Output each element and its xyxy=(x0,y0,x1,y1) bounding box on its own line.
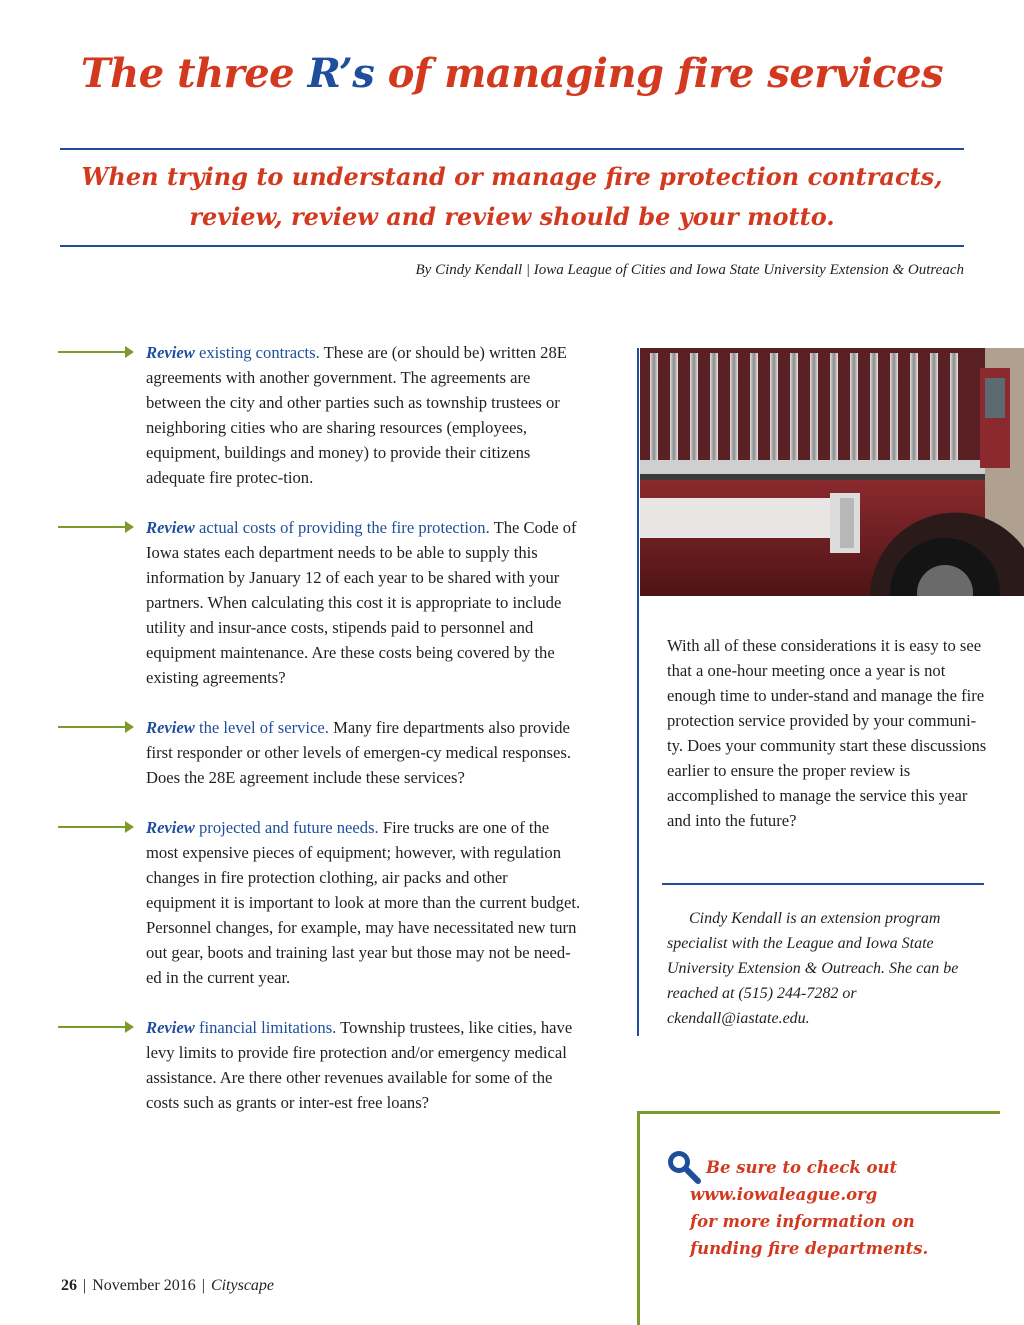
review-body: Many fire departments also provide first responder or other levels of emergen-cy medical responses. Does the 28E agreement include these services? xyxy=(146,718,571,787)
callout-line4: funding fire departments. xyxy=(690,1239,929,1258)
review-body: Township trustees, like cities, have levy limits to provide fire protection and/or emergency medical assistance. Are there other revenues available for some of the costs such as grants or inter-est free loans? xyxy=(146,1018,573,1112)
page-number: 26 xyxy=(61,1277,77,1294)
sidebar-body: With all of these considerations it is easy to see that a one-hour meeting once a year is not enough time to under-stand and manage the fire protection service provided by your communi-ty. Does your community start these discussions earlier to ensure the proper review is accomplished to manage the service this year and into the future? xyxy=(667,636,987,830)
callout-left-border xyxy=(637,1111,640,1325)
review-topic: the level of service. xyxy=(194,718,329,737)
sidebar-divider xyxy=(662,883,984,885)
review-keyword: Review xyxy=(146,818,195,837)
page-footer: 26 | November 2016 | Cityscape xyxy=(61,1277,275,1294)
arrow-right-icon xyxy=(58,726,132,728)
page-title xyxy=(0,50,1024,97)
callout-line3: for more information on xyxy=(690,1212,915,1231)
sidebar-left-rule xyxy=(637,348,639,1036)
byline: By Cindy Kendall | Iowa League of Cities and Iowa State University Extension & Outreach xyxy=(415,262,964,278)
review-item xyxy=(146,515,581,690)
subtitle-line1: When trying to understand or manage fire protection contracts, xyxy=(81,162,943,191)
fire-truck-photo xyxy=(640,348,1024,596)
arrow-right-icon xyxy=(58,526,132,528)
review-keyword: Review xyxy=(146,718,195,737)
issue-date: November 2016 xyxy=(92,1277,196,1294)
review-item xyxy=(146,340,581,490)
review-keyword: Review xyxy=(146,343,195,362)
main-column xyxy=(146,340,581,1140)
review-topic: existing contracts. xyxy=(194,343,320,362)
subtitle xyxy=(60,157,964,237)
subtitle-line2: review, review and review should be your motto. xyxy=(189,202,835,231)
arrow-right-icon xyxy=(58,826,132,828)
review-body: The Code of Iowa states each department needs to be able to supply this information by January 12 of each year to be shared with your partners. When calculating this cost it is appropriate to include utility and insur-ance costs, stipends paid to personnel and equipment maintenance. Are these costs being covered by the existing agreements? xyxy=(146,518,577,687)
review-keyword: Review xyxy=(146,1018,195,1037)
callout-line1: Be sure to check out xyxy=(706,1158,898,1177)
review-body: These are (or should be) written 28E agreements with another government. The agreements are between the city and other parties such as township trustees or neighboring cities who are sharing resources (employees, equipment, buildings and money) to provide their citizens adequate fire protec-tion. xyxy=(146,343,567,487)
title-part3: of managing fire services xyxy=(374,50,944,97)
callout-top-border xyxy=(637,1111,1000,1114)
review-item xyxy=(146,715,581,790)
callout-box xyxy=(690,1154,990,1262)
review-item xyxy=(146,1015,581,1115)
review-topic: actual costs of providing the fire protection. xyxy=(194,518,490,537)
arrow-right-icon xyxy=(58,1026,132,1028)
author-bio: Cindy Kendall is an extension program specialist with the League and Iowa State University Extension & Outreach. She can be reached at (515) 244-7282 or ckendall@iastate.edu. xyxy=(667,910,959,1027)
review-keyword: Review xyxy=(146,518,195,537)
title-part1: The three xyxy=(80,50,308,97)
subtitle-bottom-rule xyxy=(60,245,964,247)
review-body: Fire trucks are one of the most expensive pieces of equipment; however, with regulation changes in fire protection clothing, air packs and other equipment it is important to look at more than the current budget. Personnel changes, for example, may have necessitated new turn out gear, boots and training last year but those may not be need-ed in the current year. xyxy=(146,818,581,987)
review-item xyxy=(146,815,581,990)
callout-url-link[interactable]: www.iowaleague.org xyxy=(690,1185,878,1204)
title-part2: R’s xyxy=(307,50,375,97)
arrow-right-icon xyxy=(58,351,132,353)
subtitle-top-rule xyxy=(60,148,964,150)
review-topic: financial limitations. xyxy=(194,1018,337,1037)
review-topic: projected and future needs. xyxy=(194,818,379,837)
publication-name: Cityscape xyxy=(210,1277,275,1294)
